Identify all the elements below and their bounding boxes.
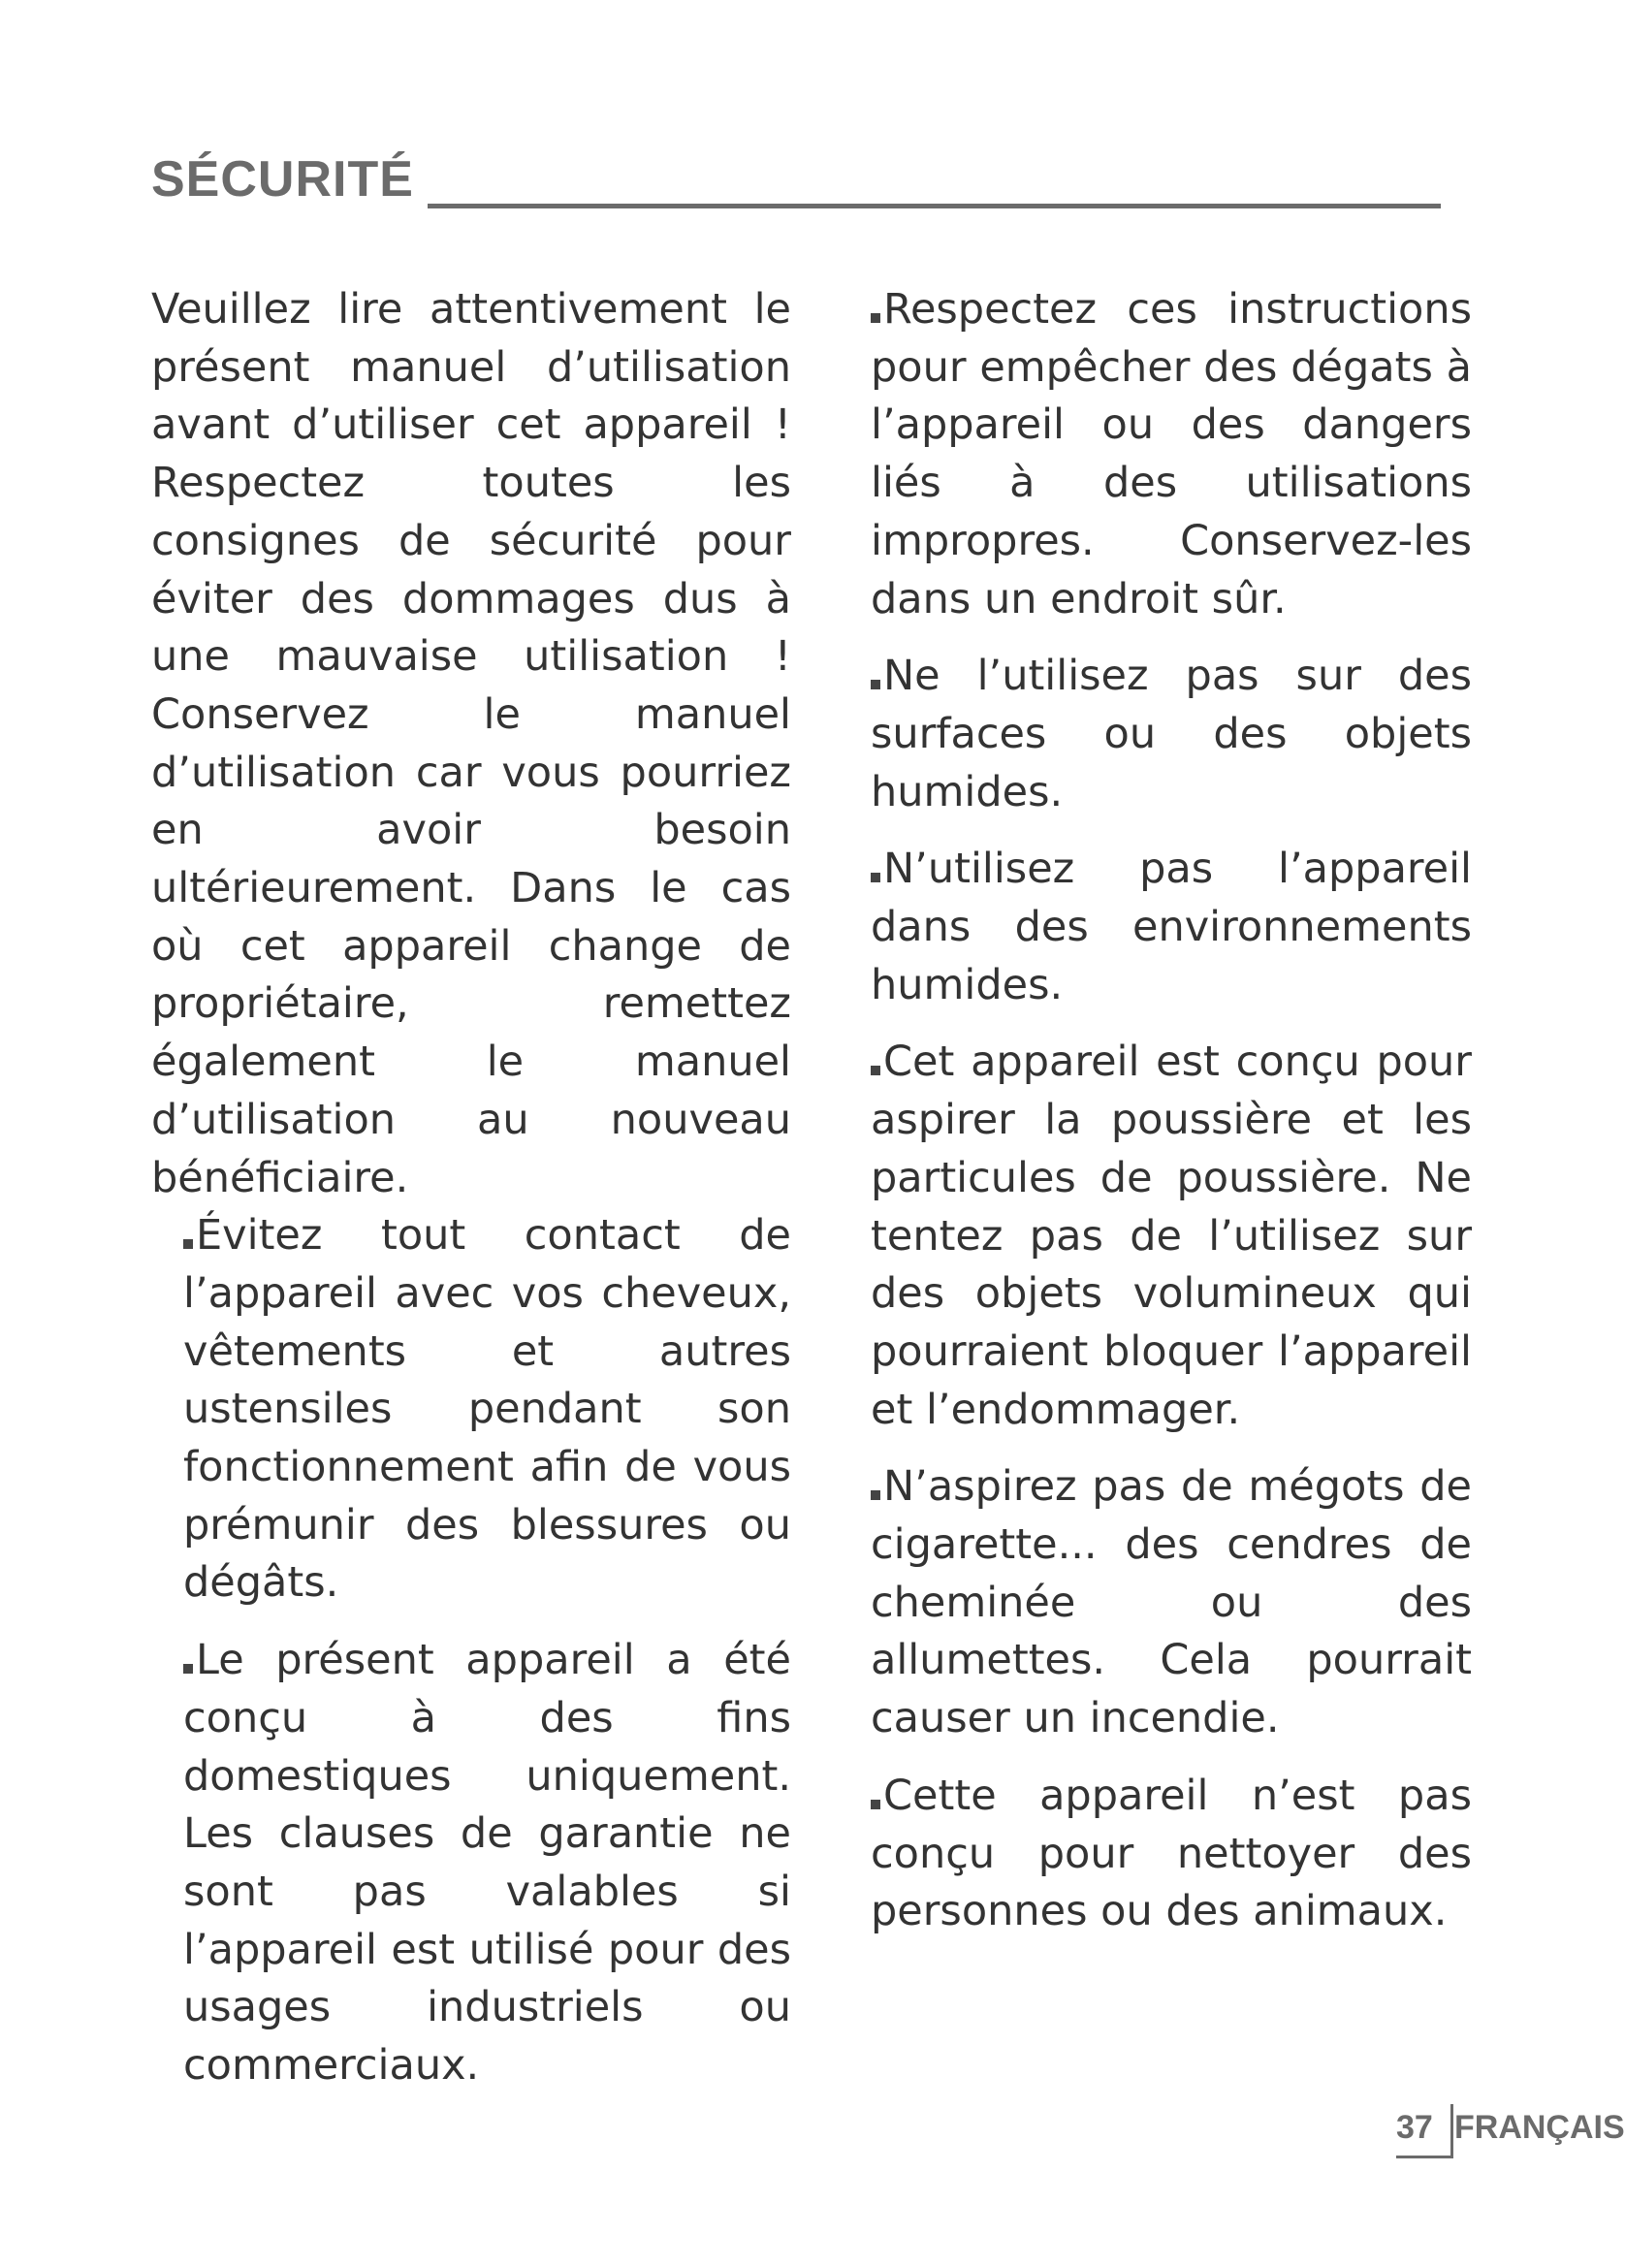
- left-bullet-list: [151, 1207, 791, 2095]
- intro-paragraph: Veuillez lire attentivement le présent manuel d’utilisation avant d’utiliser cet appareil ! Respectez toutes les consignes de sécurité pour éviter des dommages dus à une mauvaise utilisation ! Conservez le manuel d’utilisation car vous pourriez en avoir besoin ultérieurement. Dans le cas où cet appareil change de propriétaire, remettez également le manuel d’utilisation au nouveau bénéficiaire.: [151, 285, 791, 1202]
- page-footer: [1396, 2104, 1625, 2172]
- page-title: SÉCURITÉ: [151, 151, 414, 208]
- bullet-text: N’utilisez pas l’appareil dans des environnements humides.: [871, 845, 1472, 1009]
- left-column: [151, 281, 791, 2115]
- bullet-square-icon: [871, 1066, 880, 1075]
- bullet-item: [871, 841, 1472, 1014]
- footer-underline: [1396, 2156, 1453, 2158]
- bullet-item: [871, 648, 1472, 821]
- header-rule: [428, 204, 1441, 208]
- language-label: FRANÇAIS: [1454, 2109, 1625, 2146]
- bullet-text: Respectez ces instructions pour empêcher des dégats à l’appareil ou des dangers liés à des utilisations impropres. Conservez-les dans un endroit sûr.: [871, 285, 1472, 623]
- footer-divider: [1450, 2104, 1453, 2158]
- bullet-text: N’aspirez pas de mégots de cigarette... des cendres de cheminée ou des allumettes. Cela pourrait causer un incendie.: [871, 1462, 1472, 1743]
- page-number: 37: [1396, 2109, 1433, 2146]
- bullet-square-icon: [871, 1800, 880, 1809]
- bullet-text: Évitez tout contact de l’appareil avec vos cheveux, vêtements et autres ustensiles pendant son fonctionnement afin de vous prémunir des blessures ou dégâts.: [183, 1211, 791, 1608]
- bullet-item: [871, 281, 1472, 628]
- right-column: [871, 281, 1472, 1961]
- bullet-item: [871, 1458, 1472, 1748]
- bullet-square-icon: [183, 1239, 193, 1249]
- bullet-text: Le présent appareil a été conçu à des fins domestiques uniquement. Les clauses de garantie ne sont pas valables si l’appareil est utilisé pour des usages industriels ou commerciaux.: [183, 1636, 791, 2091]
- bullet-square-icon: [183, 1664, 193, 1674]
- bullet-square-icon: [871, 313, 880, 323]
- bullet-text: Ne l’utilisez pas sur des surfaces ou des objets humides.: [871, 652, 1472, 816]
- page-header: [151, 145, 1441, 213]
- bullet-item: [871, 1768, 1472, 1941]
- bullet-square-icon: [871, 873, 880, 882]
- bullet-item: [183, 1207, 791, 1613]
- bullet-square-icon: [871, 1490, 880, 1500]
- bullet-text: Cet appareil est conçu pour aspirer la poussière et les particules de poussière. Ne tentez pas de l’utilisez sur des objets volumineux qui pourraient bloquer l’appareil et l’endommager.: [871, 1038, 1472, 1434]
- bullet-text: Cette appareil n’est pas conçu pour nettoyer des personnes ou des animaux.: [871, 1771, 1472, 1936]
- bullet-item: [183, 1632, 791, 2095]
- bullet-item: [871, 1034, 1472, 1439]
- bullet-square-icon: [871, 680, 880, 689]
